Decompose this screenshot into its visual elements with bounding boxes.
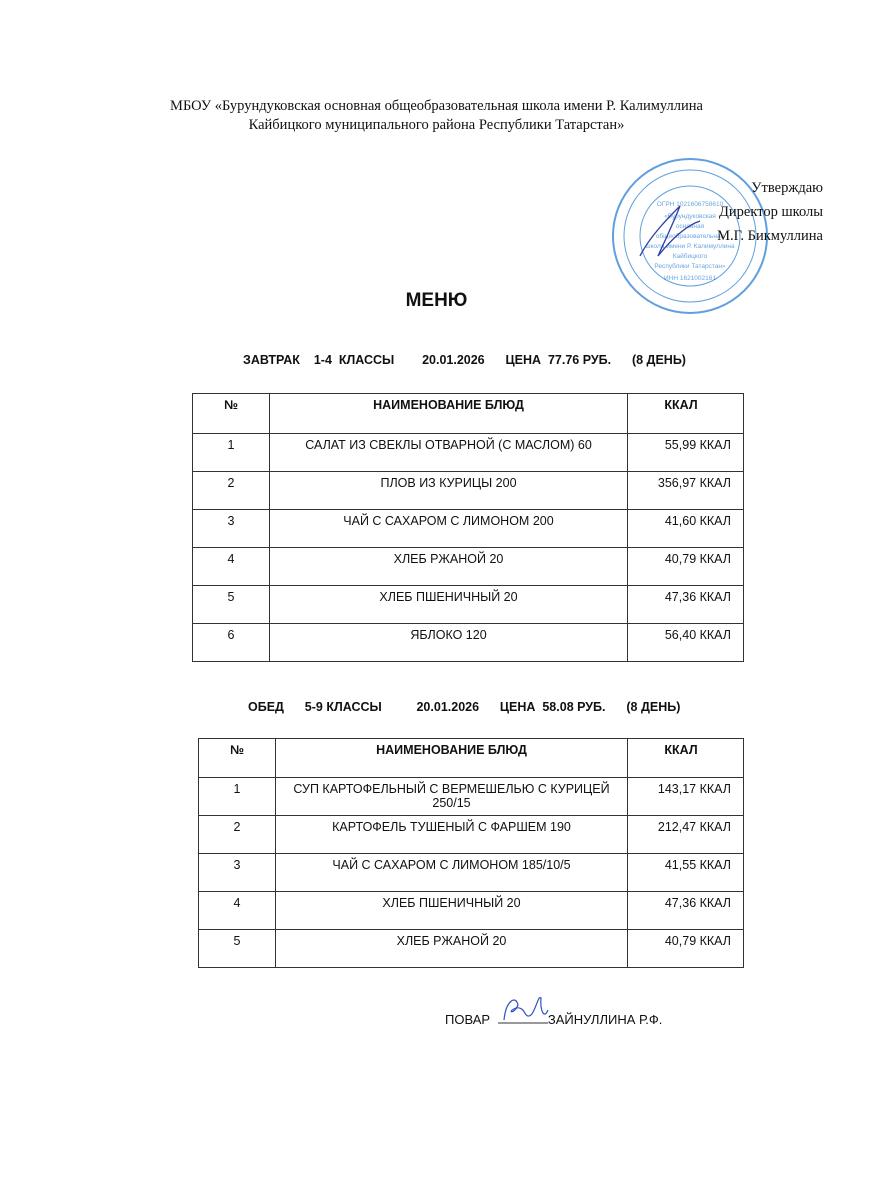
dish-name: ХЛЕБ ПШЕНИЧНЫЙ 20 [276,892,628,930]
row-number: 2 [199,816,276,854]
meal-price: ЦЕНА 77.76 РУБ. [505,353,612,367]
col-kcal: ККАЛ [628,739,744,778]
dish-name: ЯБЛОКО 120 [270,624,628,662]
table-header-row [193,394,744,434]
svg-text:основная: основная [675,223,705,230]
table-header-row [199,739,744,778]
dish-kcal: 47,36 ККАЛ [628,892,744,930]
dish-name: ХЛЕБ РЖАНОЙ 20 [276,930,628,968]
svg-text:Кайбицкого: Кайбицкого [672,253,708,260]
table-row [199,892,744,930]
cook-role: ПОВАР [445,1012,491,1027]
org-name-line2: Кайбицкого муниципального района Республики Татарстан» [248,117,625,133]
dish-kcal: 56,40 ККАЛ [628,624,744,662]
table-row [199,778,744,816]
dish-kcal: 47,36 ККАЛ [628,586,744,624]
dish-name: ХЛЕБ РЖАНОЙ 20 [270,548,628,586]
meal-day: (8 ДЕНЬ) [626,700,681,714]
dish-kcal: 41,60 ККАЛ [628,510,744,548]
row-number: 5 [193,586,270,624]
table-row [193,548,744,586]
svg-text:ИНН 1621002161: ИНН 1621002161 [663,275,717,282]
meal-date: 20.01.2026 [422,353,485,367]
dish-kcal: 41,55 ККАЛ [628,854,744,892]
lunch-table [198,738,744,968]
table-row [193,472,744,510]
dish-kcal: 55,99 ККАЛ [628,434,744,472]
approval-line1: Утверждаю [751,180,823,196]
dish-name: ПЛОВ ИЗ КУРИЦЫ 200 [270,472,628,510]
dish-kcal: 212,47 ККАЛ [628,816,744,854]
col-name: НАИМЕНОВАНИЕ БЛЮД [276,739,628,778]
svg-text:школа имени Р. Калимуллина: школа имени Р. Калимуллина [645,243,735,250]
row-number: 4 [199,892,276,930]
row-number: 5 [199,930,276,968]
dish-name: ЧАЙ С САХАРОМ С ЛИМОНОМ 185/10/5 [276,854,628,892]
dish-kcal: 356,97 ККАЛ [628,472,744,510]
table-row [193,624,744,662]
approval-block [717,176,823,248]
dish-name: ХЛЕБ ПШЕНИЧНЫЙ 20 [270,586,628,624]
table-row [193,586,744,624]
table-row [193,510,744,548]
breakfast-heading [243,353,686,367]
row-number: 4 [193,548,270,586]
meal-price: ЦЕНА 58.08 РУБ. [499,700,606,714]
row-number: 3 [199,854,276,892]
breakfast-table [192,393,744,662]
table-row [199,854,744,892]
approval-line3: М.Г. Бикмуллина [717,228,823,244]
row-number: 6 [193,624,270,662]
cook-name: ЗАЙНУЛЛИНА Р.Ф. [547,1012,663,1027]
col-num: № [193,394,270,434]
org-name-line1: МБОУ «Бурундуковская основная общеобразовательная школа имени Р. Калимуллина [170,98,703,114]
approval-line2: Директор школы [719,204,823,220]
svg-text:общеобразовательная: общеобразовательная [655,233,725,240]
row-number: 1 [199,778,276,816]
table-row [199,930,744,968]
dish-name: КАРТОФЕЛЬ ТУШЕНЫЙ С ФАРШЕМ 190 [276,816,628,854]
col-num: № [199,739,276,778]
table-row [199,816,744,854]
svg-text:ОГРН 1021606758610: ОГРН 1021606758610 [656,201,724,208]
dish-name: САЛАТ ИЗ СВЕКЛЫ ОТВАРНОЙ (С МАСЛОМ) 60 [270,434,628,472]
lunch-heading [248,700,680,714]
table-row [193,434,744,472]
dish-kcal: 40,79 ККАЛ [628,548,744,586]
col-name: НАИМЕНОВАНИЕ БЛЮД [270,394,628,434]
dish-name: ЧАЙ С САХАРОМ С ЛИМОНОМ 200 [270,510,628,548]
meal-classes: 5-9 КЛАССЫ [304,700,382,714]
meal-day: (8 ДЕНЬ) [631,353,686,367]
row-number: 3 [193,510,270,548]
meal-name: ЗАВТРАК [243,353,300,367]
row-number: 2 [193,472,270,510]
svg-text:Республики Татарстан»: Республики Татарстан» [654,263,726,270]
dish-kcal: 143,17 ККАЛ [628,778,744,816]
cook-line [445,1012,662,1027]
meal-classes: 1-4 КЛАССЫ [313,353,395,367]
svg-text:«Бурундуковская: «Бурундуковская [664,213,716,220]
row-number: 1 [193,434,270,472]
dish-kcal: 40,79 ККАЛ [628,930,744,968]
meal-name: ОБЕД [248,700,284,714]
dish-name: СУП КАРТОФЕЛЬНЫЙ С ВЕРМЕШЕЛЬЮ С КУРИЦЕЙ 250/15 [276,778,628,816]
meal-date: 20.01.2026 [416,700,480,714]
col-kcal: ККАЛ [628,394,744,434]
page-title: МЕНЮ [405,290,468,311]
